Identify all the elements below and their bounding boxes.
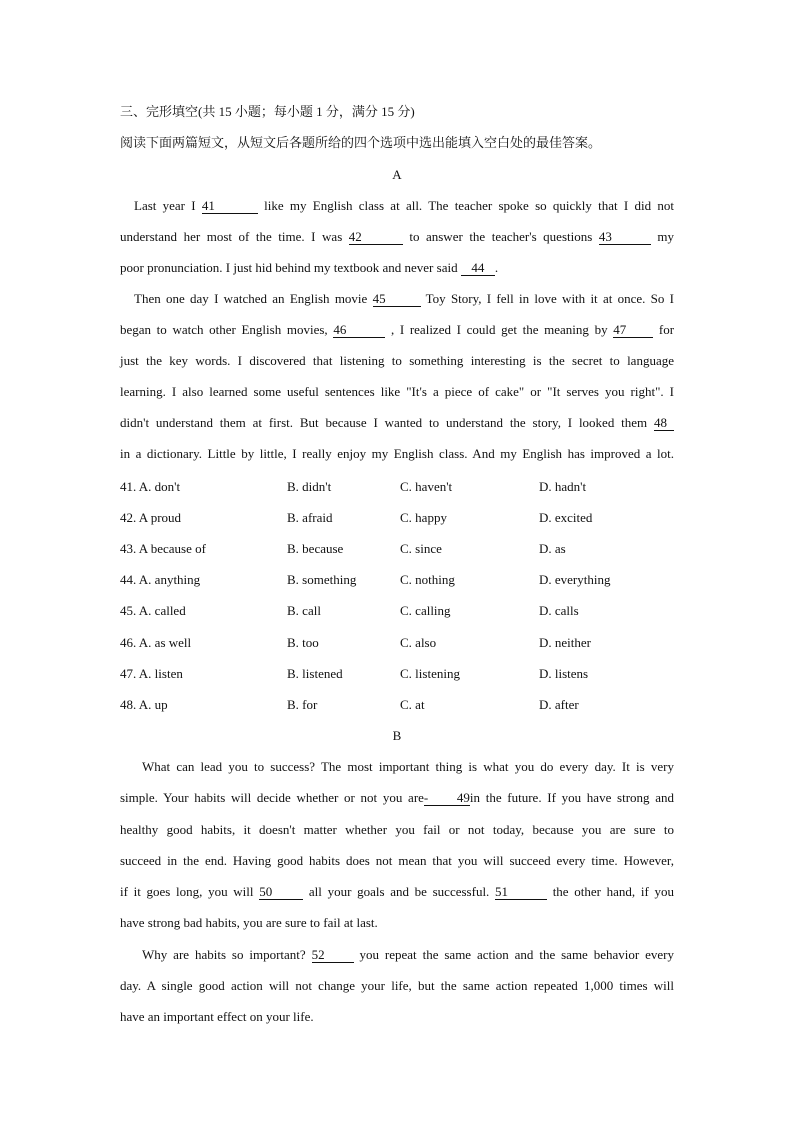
passage-b-line-3: healthy good habits, it doesn't matter whether you fail or not today, because you are sure to xyxy=(120,822,674,837)
section-heading: 三、完形填空(共 15 小题；每小题 1 分，满分 15 分) xyxy=(120,104,415,119)
option-45-d: D. calls xyxy=(539,603,579,618)
option-46-b: B. too xyxy=(287,635,319,650)
option-43-b: B. because xyxy=(287,541,344,556)
option-48-b: B. for xyxy=(287,697,318,712)
passage-b-line-8: day. A single good action will not change your life, but the same action repeated 1,000 times will xyxy=(120,978,674,993)
option-41-b: B. didn't xyxy=(287,479,332,494)
passage-a-line-7: learning. I also learned some useful sentences like "It's a piece of cake" or "It serves you right". I xyxy=(120,384,674,399)
option-45-a: 45. A. called xyxy=(120,603,186,618)
passage-a-line-9: in a dictionary. Little by little, I really enjoy my English class. And my English has improved a lot. xyxy=(120,446,674,461)
passage-b-label: B xyxy=(392,728,402,743)
passage-a-line-2: understand her most of the time. I was 42 to answer the teacher's questions 43 my xyxy=(120,229,674,244)
blank-42: 42 xyxy=(349,230,403,245)
option-43-c: C. since xyxy=(400,541,442,556)
option-48-a: 48. A. up xyxy=(120,697,168,712)
option-42-b: B. afraid xyxy=(287,510,333,525)
option-47-d: D. listens xyxy=(539,666,589,681)
passage-b-line-2: simple. Your habits will decide whether or not you are- 49in the future. If you have strong and xyxy=(120,790,674,805)
blank-50: 50 xyxy=(259,885,303,900)
blank-48: 48 xyxy=(654,416,674,431)
option-47-a: 47. A. listen xyxy=(120,666,183,681)
option-44-a: 44. A. anything xyxy=(120,572,201,587)
passage-a-line-5: began to watch other English movies, 46 , I realized I could get the meaning by 47 for xyxy=(120,322,675,337)
option-46-d: D. neither xyxy=(539,635,591,650)
passage-a-line-8: didn't understand them at first. But because I wanted to understand the story, I looked them 48 xyxy=(120,415,674,431)
option-42-c: C. happy xyxy=(400,510,447,525)
option-44-b: B. something xyxy=(287,572,357,587)
option-41-a: 41. A. don't xyxy=(120,479,181,494)
passage-a-line-6: just the key words. I discovered that listening to something interesting is the secret to language xyxy=(120,353,674,368)
passage-a-line-1: Last year I 41 like my English class at all. The teacher spoke so quickly that I did not xyxy=(134,198,674,213)
passage-b-line-5: if it goes long, you will 50 all your goals and be successful. 51 the other hand, if you xyxy=(120,884,674,899)
blank-43: 43 xyxy=(599,230,651,245)
passage-a-label: A xyxy=(392,167,402,182)
passage-b-line-6: have strong bad habits, you are sure to fail at last. xyxy=(120,915,378,930)
passage-a-line-3: poor pronunciation. I just hid behind my textbook and never said 44 . xyxy=(120,260,499,275)
blank-49: - 49 xyxy=(423,790,470,805)
option-46-c: C. also xyxy=(400,635,437,650)
option-42-d: D. excited xyxy=(539,510,593,525)
passage-b-line-7: Why are habits so important? 52 you repeat the same action and the same behavior every xyxy=(142,947,674,962)
option-45-c: C. calling xyxy=(400,603,451,618)
option-48-c: C. at xyxy=(400,697,425,712)
blank-44: 44 xyxy=(461,261,495,276)
passage-a-line-4: Then one day I watched an English movie 45 Toy Story, I fell in love with it at once. So I xyxy=(134,291,674,306)
option-42-a: 42. A proud xyxy=(120,510,182,525)
blank-41: 41 xyxy=(202,199,258,214)
option-47-b: B. listened xyxy=(287,666,343,681)
blank-46: 46 xyxy=(333,323,385,338)
option-45-b: B. call xyxy=(287,603,321,618)
passage-b-line-4: succeed in the end. Having good habits does not mean that you will succeed every time. However, xyxy=(120,853,674,868)
blank-51: 51 xyxy=(495,885,547,900)
blank-47: 47 xyxy=(613,323,653,338)
blank-45: 45 xyxy=(373,292,421,307)
blank-52: 52 xyxy=(312,948,354,963)
passage-b-line-1: What can lead you to success? The most important thing is what you do every day. It is very xyxy=(142,759,674,774)
option-47-c: C. listening xyxy=(400,666,460,681)
option-43-a: 43. A because of xyxy=(120,541,206,556)
option-44-c: C. nothing xyxy=(400,572,455,587)
option-41-c: C. haven't xyxy=(400,479,453,494)
section-instruction: 阅读下面两篇短文，从短文后各题所给的四个选项中选出能填入空白处的最佳答案。 xyxy=(120,135,602,150)
option-46-a: 46. A. as well xyxy=(120,635,192,650)
option-48-d: D. after xyxy=(539,697,579,712)
option-41-d: D. hadn't xyxy=(539,479,587,494)
option-44-d: D. everything xyxy=(539,572,611,587)
option-43-d: D. as xyxy=(539,541,566,556)
passage-b-line-9: have an important effect on your life. xyxy=(120,1009,314,1024)
